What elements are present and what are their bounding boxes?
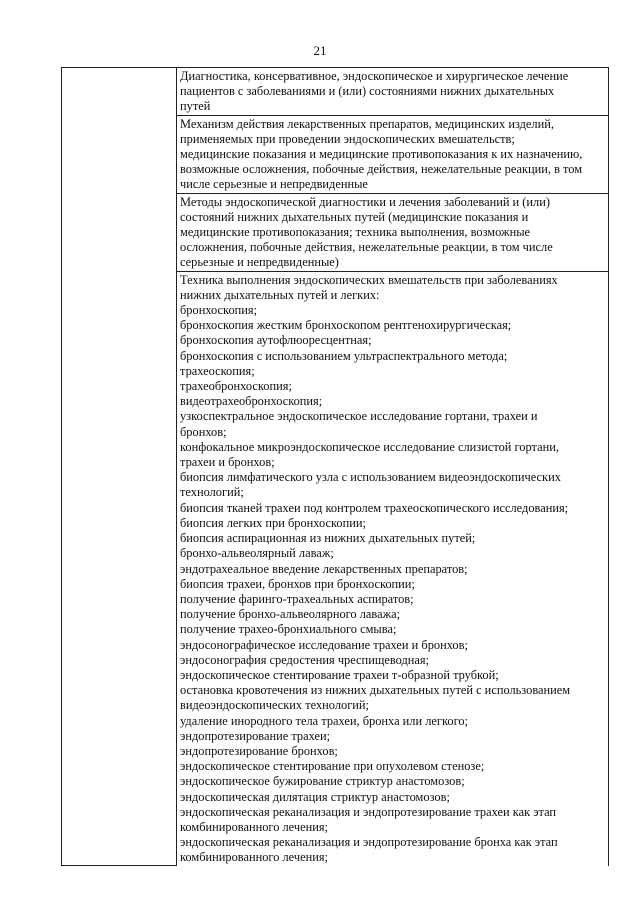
text-line: остановка кровотечения из нижних дыхательных путей с использованием — [180, 683, 571, 698]
text-line: нижних дыхательных путей и легких: — [180, 287, 380, 302]
text-line: Методы эндоскопической диагностики и лечения заболеваний и (или) — [180, 194, 550, 209]
cell-text — [180, 117, 605, 193]
text-line: возможные осложнения, побочные действия, нежелательные реакции, в том — [180, 162, 583, 177]
text-line: трахеобронхоскопия; — [180, 379, 292, 394]
text-line: медицинские показания и медицинские противопоказания к их назначению, — [180, 147, 583, 162]
text-line: эндоскопическое бужирование стриктур анастомозов; — [180, 774, 465, 789]
text-line: биопсия трахеи, бронхов при бронхоскопии; — [180, 576, 415, 591]
text-line: получение фаринго-трахеальных аспиратов; — [180, 591, 414, 606]
text-line: конфокальное микроэндоскопическое исследование слизистой гортани, — [180, 439, 559, 454]
text-line: эндоскопическая дилятация стриктур анастомозов; — [180, 789, 450, 804]
text-line: состояний нижних дыхательных путей (медицинские показания и — [180, 209, 529, 224]
text-line: комбинированного лечения; — [180, 819, 328, 834]
text-line: эндотрахеальное введение лекарственных препаратов; — [180, 561, 468, 576]
cell-text — [180, 195, 605, 271]
text-line: технологий; — [180, 485, 244, 500]
text-line: получение бронхо-альвеолярного лаважа; — [180, 607, 401, 622]
page-number: 21 — [313, 43, 327, 58]
text-line: эндосонография средостения чреспищеводная; — [180, 652, 430, 667]
text-line: эндоскопическая реканализация и эндопротезирование трахеи как этап — [180, 804, 557, 819]
text-line: бронхоскопия аутофлюоресцентная; — [180, 333, 372, 348]
table-cell — [177, 115, 609, 193]
text-line: биопсия тканей трахеи под контролем трахеоскопического исследования; — [180, 500, 569, 515]
text-line: бронхо-альвеолярный лаваж; — [180, 546, 334, 561]
text-line: эндоскопическая реканализация и эндопротезирование бронха как этап — [180, 835, 558, 850]
text-line: серьезные и непредвиденные) — [180, 255, 339, 270]
cell-text — [180, 273, 605, 866]
text-line: трахеи и бронхов; — [180, 455, 275, 470]
text-line: биопсия легких при бронхоскопии; — [180, 515, 366, 530]
text-line: Техника выполнения эндоскопических вмешательств при заболеваниях — [180, 272, 558, 287]
text-line: пациентов с заболеваниями и (или) состояниями нижних дыхательных — [180, 84, 555, 99]
text-line: путей — [180, 99, 211, 114]
text-line: узкоспектральное эндоскопическое исследование гортани, трахеи и — [180, 409, 538, 424]
cell-text — [180, 69, 605, 115]
text-line: эндосонографическое исследование трахеи и бронхов; — [180, 637, 468, 652]
text-line: Механизм действия лекарственных препаратов, медицинских изделий, — [180, 116, 554, 131]
text-line: числе серьезные и непредвиденные — [180, 177, 368, 192]
text-line: эндоскопическое стентирование трахеи т-образной трубкой; — [180, 667, 499, 682]
text-line: трахеоскопия; — [180, 363, 255, 378]
text-line: видеотрахеобронхоскопия; — [180, 394, 323, 409]
requirements-table — [61, 67, 609, 866]
text-line: биопсия аспирационная из нижних дыхательных путей; — [180, 531, 476, 546]
text-line: эндопротезирование бронхов; — [180, 743, 338, 758]
text-line: получение трахео-бронхиального смыва; — [180, 622, 397, 637]
table-cell — [177, 271, 609, 865]
text-line: удаление инородного тела трахеи, бронха или легкого; — [180, 713, 468, 728]
text-line: Диагностика, консервативное, эндоскопическое и хирургическое лечение — [180, 69, 569, 83]
text-line: бронхов; — [180, 424, 227, 439]
text-line: медицинские противопоказания; техника выполнения, возможные — [180, 225, 531, 240]
table-left-cell — [62, 68, 177, 866]
text-line: осложнения, побочные действия, нежелательные реакции, в том числе — [180, 240, 553, 255]
text-line: эндопротезирование трахеи; — [180, 728, 331, 743]
text-line: эндоскопическое стентирование при опухолевом стенозе; — [180, 759, 485, 774]
table-row — [62, 68, 609, 116]
text-line: комбинированного лечения; — [180, 850, 328, 865]
text-line: биопсия лимфатического узла с использованием видеоэндоскопических — [180, 470, 561, 485]
text-line: видеоэндоскопических технологий; — [180, 698, 369, 713]
text-line: бронхоскопия с использованием ультраспектрального метода; — [180, 348, 508, 363]
table-cell — [177, 193, 609, 271]
text-line: бронхоскопия жестким бронхоскопом рентгенохирургическая; — [180, 318, 512, 333]
text-line: применяемых при проведении эндоскопических вмешательств; — [180, 131, 515, 146]
table-cell — [177, 68, 609, 116]
text-line: бронхоскопия; — [180, 303, 258, 318]
